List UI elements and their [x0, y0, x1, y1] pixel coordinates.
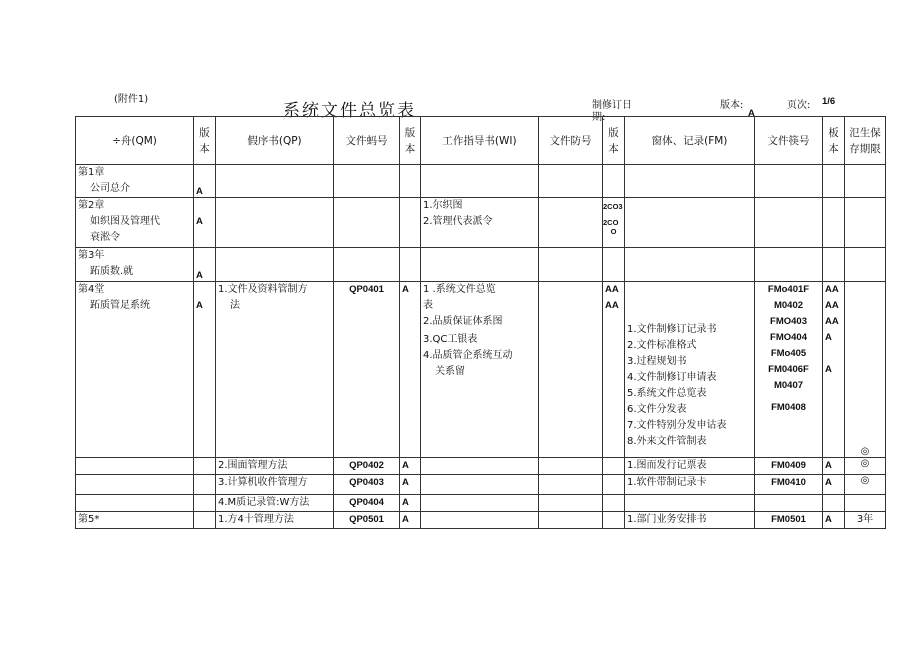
qp-version: A	[402, 477, 409, 488]
wi-item: 3.QC工银表	[423, 334, 478, 345]
fm-number: FM0501	[771, 514, 806, 525]
col-fm-version: 板本	[823, 117, 845, 165]
fm-item: 1.部门业务安排书	[627, 514, 707, 525]
fm-version: A	[825, 460, 832, 471]
fm-item: 8.外来文件管制表	[627, 436, 707, 447]
qp-item: 1.文件及资料管制方	[218, 284, 308, 295]
wi-item: 2.品质保证体系图	[423, 316, 503, 327]
table-row	[76, 248, 886, 282]
col-wi-no: 文件防号	[539, 117, 603, 165]
col-wi: 工作指导书(WI)	[421, 117, 539, 165]
chapter-title: 跖质数.就	[90, 266, 134, 277]
revise-date-label-2: 期:	[592, 112, 606, 123]
chapter-label: 第1章	[78, 167, 105, 178]
fm-number: FMO403	[770, 316, 807, 327]
wi-item: 关系留	[435, 366, 465, 377]
chapter-title: 如织图及管理代	[90, 216, 160, 227]
table-row	[76, 458, 886, 475]
keep-period: 3年	[856, 514, 874, 525]
version-label: 版本:	[720, 100, 744, 111]
qp-number: QP0401	[349, 284, 384, 295]
attachment-label: (附件1)	[114, 94, 149, 105]
keep-mark: ◎	[860, 475, 870, 486]
fm-number: M0402	[773, 300, 804, 311]
wi-item: 1 .系统文件总览	[423, 284, 496, 295]
fm-number: FM0409	[771, 460, 806, 471]
chapter-label: 第2章	[78, 200, 105, 211]
col-wi-version: 版本	[603, 117, 625, 165]
wi-version: 2CO	[603, 218, 619, 227]
qm-version: A	[196, 216, 203, 227]
file-overview-table	[75, 116, 886, 529]
fm-number: FMo401F	[767, 284, 810, 295]
page-title: 系统文件总览表	[283, 101, 416, 121]
qp-item-cont: 法	[230, 300, 240, 311]
qp-version: A	[402, 514, 409, 525]
qp-item: 2.围面管理方法	[218, 460, 288, 471]
table-row	[76, 475, 886, 495]
table-row	[76, 495, 886, 512]
version-value: A	[748, 108, 755, 119]
chapter-title-cont: 衰淞令	[90, 232, 120, 243]
fm-version: A	[825, 364, 832, 375]
fm-item: 5.系统文件总览表	[627, 388, 707, 399]
table-row	[76, 512, 886, 529]
col-qm: ÷舟(QM)	[76, 117, 194, 165]
qp-number: QP0403	[349, 477, 384, 488]
qp-version: A	[402, 460, 409, 471]
fm-version: A	[825, 477, 832, 488]
col-qp: 假序书(QP)	[216, 117, 334, 165]
col-fm-no: 文件筷号	[755, 117, 823, 165]
fm-item: 3.过程规划书	[627, 356, 687, 367]
chapter-label: 第5*	[78, 514, 100, 525]
fm-version: AA	[825, 300, 839, 311]
qm-version: A	[196, 186, 203, 197]
col-qp-no: 文件蚂号	[334, 117, 400, 165]
wi-version: 2CO3	[603, 202, 623, 211]
wi-item: 1.尔织图	[423, 200, 463, 211]
fm-item: 7.文件特别分发申诂表	[627, 420, 727, 431]
fm-item: 1.软件带制记录卡	[627, 477, 707, 488]
fm-item: 1.文件制修订记录书	[627, 324, 717, 335]
fm-item: 6.文件分发表	[627, 404, 687, 415]
fm-item: 4.文件制修订申请表	[627, 372, 717, 383]
qp-item: 1.方4十管理方法	[218, 514, 294, 525]
header-row	[76, 117, 886, 165]
fm-number: FM0406F	[768, 364, 809, 375]
table-row	[76, 165, 886, 198]
qm-version: A	[196, 300, 203, 311]
qp-number: QP0501	[349, 514, 384, 525]
wi-item: 4.品质管企系统互动	[423, 350, 513, 361]
col-keep-period: 氾生保存期限	[845, 117, 886, 165]
fm-number: FM0410	[771, 477, 806, 488]
wi-version: AA	[605, 284, 619, 295]
fm-number: FMo405	[770, 348, 807, 359]
fm-item: 1.图而发行记票表	[627, 460, 707, 471]
keep-mark: ◎	[860, 446, 870, 457]
wi-item: 表	[423, 300, 433, 311]
chapter-label: 第4堂	[78, 284, 105, 295]
wi-item: 2.管理代表派令	[423, 216, 493, 227]
fm-number: FM0408	[771, 402, 806, 413]
table-row	[76, 282, 886, 458]
table-row	[76, 198, 886, 248]
fm-version: AA	[825, 316, 839, 327]
qp-version: A	[402, 284, 409, 295]
wi-version: AA	[605, 300, 619, 311]
chapter-title: 跖质管足系统	[90, 300, 150, 311]
page-label: 页次:	[787, 100, 811, 111]
fm-version: A	[825, 514, 832, 525]
chapter-label: 第3年	[78, 250, 105, 261]
col-fm: 窗体、记录(FM)	[625, 117, 755, 165]
qp-item: 4.M质记录管:W方法	[218, 497, 310, 508]
fm-version: A	[825, 332, 832, 343]
fm-item: 2.文件标准格式	[627, 340, 697, 351]
revise-date-label: 制修订日	[592, 100, 632, 111]
qp-version: A	[402, 497, 409, 508]
qp-number: QP0402	[349, 460, 384, 471]
wi-version: O	[610, 227, 617, 236]
col-qm-version: 版本	[194, 117, 216, 165]
qp-number: QP0404	[349, 497, 384, 508]
col-qp-version: 版本	[400, 117, 421, 165]
keep-mark: ◎	[860, 458, 870, 469]
chapter-title: 公司总介	[90, 183, 130, 194]
fm-number: FMO404	[770, 332, 807, 343]
qp-item: 3.计算机收件管理方	[218, 477, 308, 488]
fm-version: AA	[825, 284, 839, 295]
qm-version: A	[196, 270, 203, 281]
page-value: 1/6	[822, 96, 836, 107]
fm-number: M0407	[773, 380, 804, 391]
